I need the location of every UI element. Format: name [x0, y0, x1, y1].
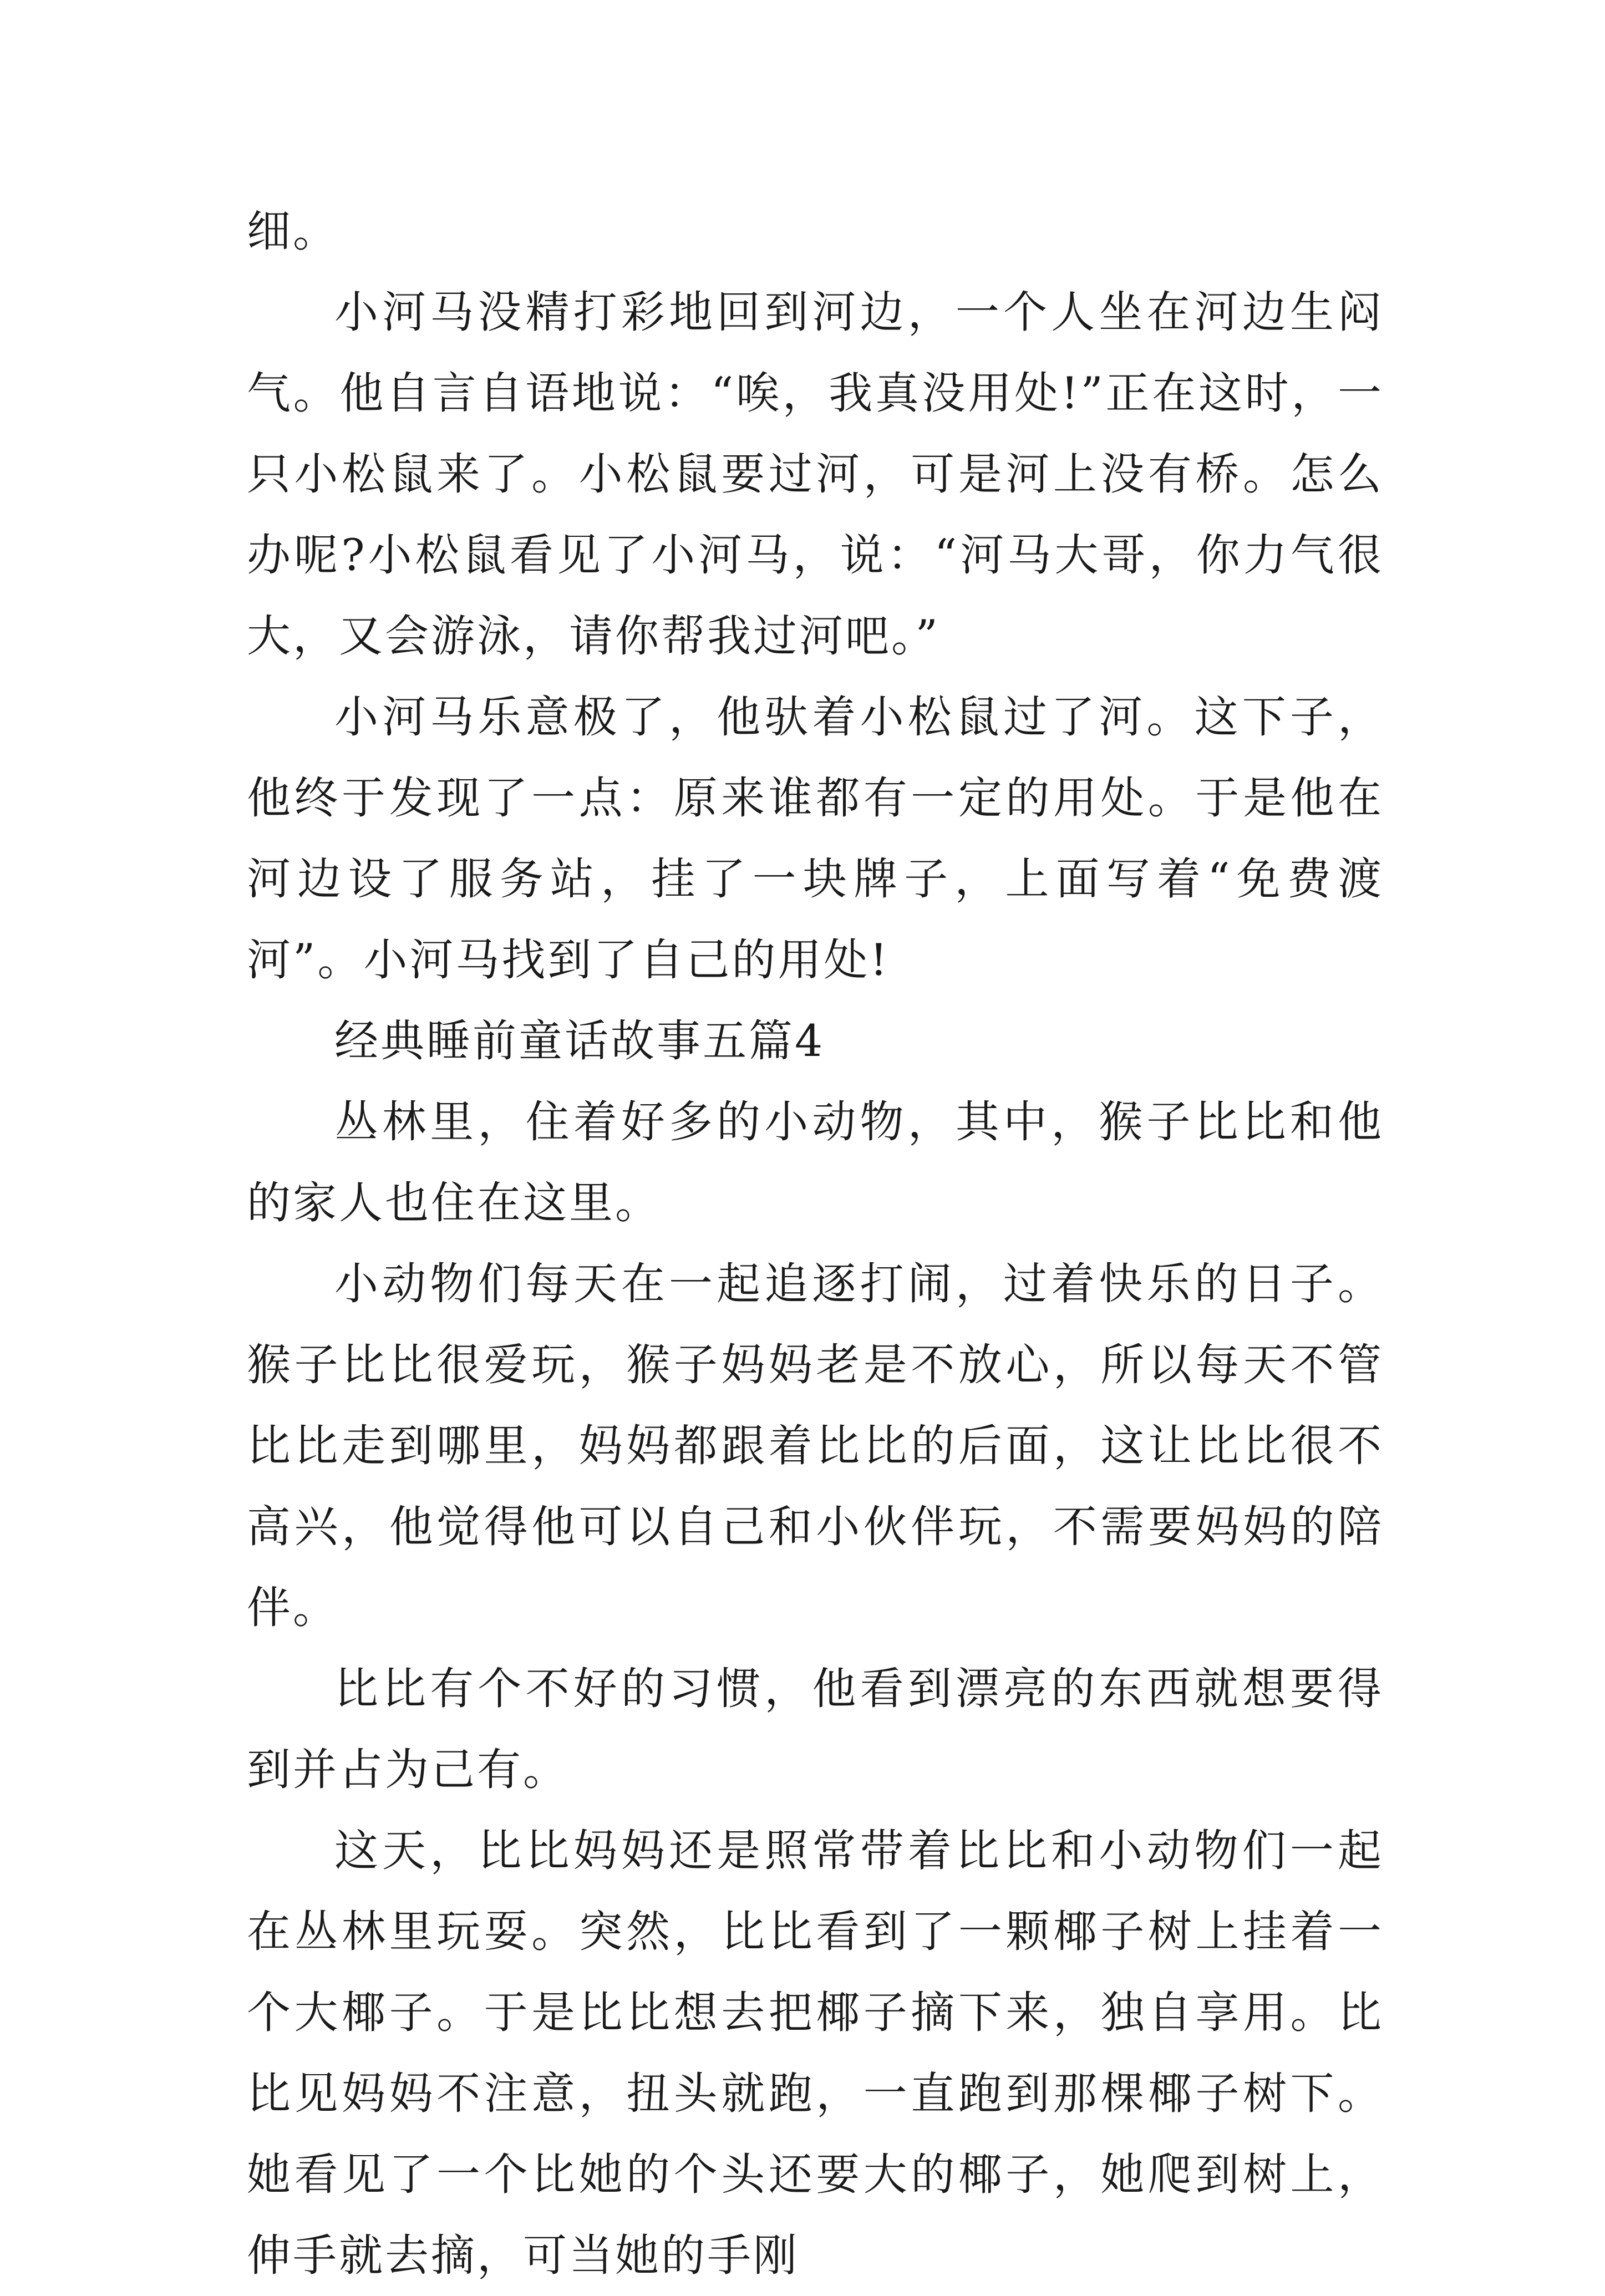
paragraph: 小河马没精打彩地回到河边，一个人坐在河边生闷气。他自言自语地说：“唉，我真没用处!”正在这时，一只小松鼠来了。小松鼠要过河，可是河上没有桥。怎么办呢?小松鼠看见了小河马，说：“河马大哥，你力气很大，又会游泳，请你帮我过河吧。” — [247, 287, 1384, 662]
paragraph: 丛林里，住着好多的小动物，其中，猴子比比和他的家人也住在这里。 — [247, 1096, 1384, 1228]
paragraph: 这天，比比妈妈还是照常带着比比和小动物们一起在丛林里玩耍。突然，比比看到了一颗椰子树上挂着一个大椰子。于是比比想去把椰子摘下来，独自享用。比比见妈妈不注意，扭头就跑，一直跑到那棵椰子树下。她看见了一个比她的个头还要大的椰子，她爬到树上，伸手就去摘，可当她的手刚 — [247, 1825, 1384, 2281]
paragraph: 小动物们每天在一起追逐打闹，过着快乐的日子。猴子比比很爱玩，猴子妈妈老是不放心，所以每天不管比比走到哪里，妈妈都跟着比比的后面，这让比比很不高兴，他觉得他可以自己和小伙伴玩，不需要妈妈的陪伴。 — [247, 1258, 1384, 1633]
paragraph: 比比有个不好的习惯，他看到漂亮的东西就想要得到并占为己有。 — [247, 1663, 1384, 1795]
paragraph: 小河马乐意极了，他驮着小松鼠过了河。这下子，他终于发现了一点：原来谁都有一定的用处。于是他在河边设了服务站，挂了一块牌子，上面写着“免费渡河”。小河马找到了自己的用处! — [247, 692, 1384, 986]
section-heading: 经典睡前童话故事五篇4 — [334, 1015, 825, 1066]
story-body — [247, 191, 1384, 2296]
paragraph: 细。 — [247, 206, 339, 257]
